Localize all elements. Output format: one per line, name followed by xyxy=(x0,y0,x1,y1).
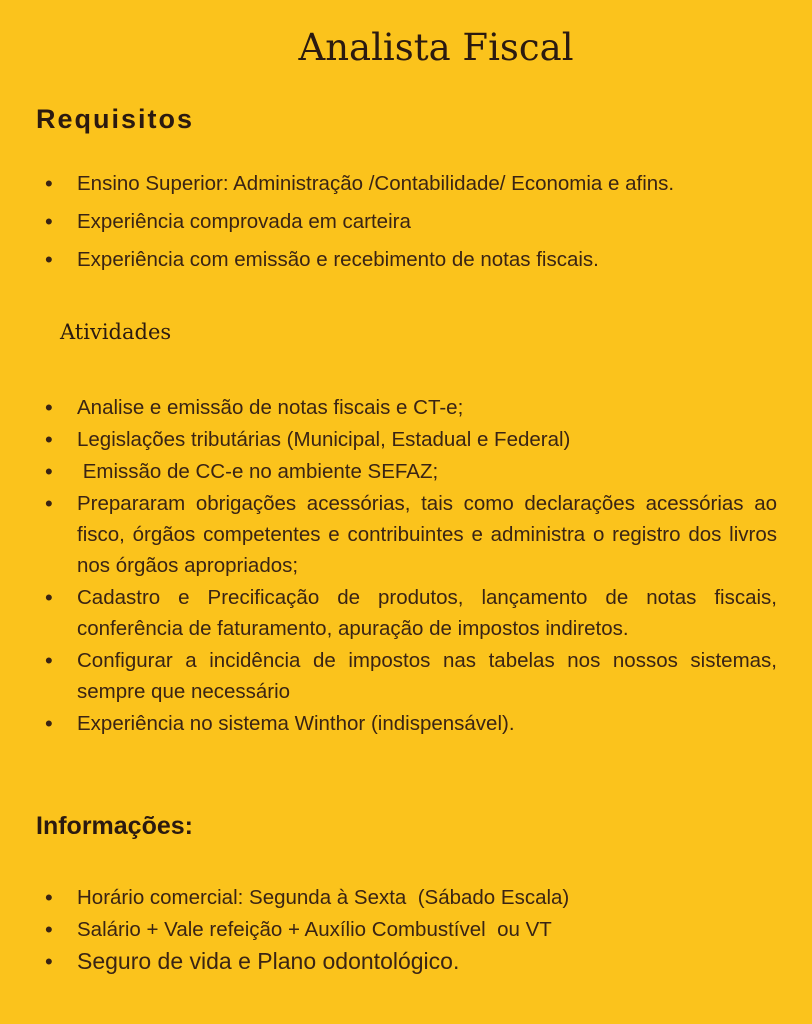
list-item: • Configurar a incidência de impostos nas tabelas nos nossos sistemas, sempre que necessário xyxy=(40,645,777,707)
list-item: • Salário + Vale refeição + Auxílio Combustível ou VT xyxy=(40,914,777,945)
bullet-icon: • xyxy=(45,491,53,516)
list-item: • Cadastro e Precificação de produtos, lançamento de notas fiscais, conferência de faturamento, apuração de impostos indiretos. xyxy=(40,582,777,644)
bullet-icon: • xyxy=(45,585,53,610)
informacoes-heading: Informações: xyxy=(36,812,193,840)
list-item: • Legislações tributárias (Municipal, Estadual e Federal) xyxy=(40,424,777,455)
bullet-icon: • xyxy=(45,917,53,942)
requisitos-heading: Requisitos xyxy=(36,104,195,134)
list-item: • Prepararam obrigações acessórias, tais como declarações acessórias ao fisco, órgãos competentes e contribuintes e administra o registro dos livros nos órgãos apropriados; xyxy=(40,488,777,581)
bullet-icon: • xyxy=(45,711,53,736)
list-item: • Experiência no sistema Winthor (indispensável). xyxy=(40,708,777,739)
list-item: • Experiência comprovada em carteira xyxy=(40,206,777,237)
bullet-icon: • xyxy=(45,395,53,420)
bullet-icon: • xyxy=(45,247,53,272)
informacoes-list xyxy=(40,882,777,978)
bullet-icon: • xyxy=(45,648,53,673)
bullet-icon: • xyxy=(45,885,53,910)
bullet-icon: • xyxy=(45,949,53,974)
atividades-list xyxy=(40,392,777,740)
list-item: • Horário comercial: Segunda à Sexta (Sábado Escala) xyxy=(40,882,777,913)
list-item: • Ensino Superior: Administração /Contabilidade/ Economia e afins. xyxy=(40,168,777,199)
bullet-icon: • xyxy=(45,171,53,196)
list-item: • Emissão de CC-e no ambiente SEFAZ; xyxy=(40,456,777,487)
requisitos-list xyxy=(40,168,777,282)
list-item: • Analise e emissão de notas fiscais e CT-e; xyxy=(40,392,777,423)
atividades-heading: Atividades xyxy=(60,320,172,344)
bullet-icon: • xyxy=(45,427,53,452)
list-item: • Experiência com emissão e recebimento de notas fiscais. xyxy=(40,244,777,275)
bullet-icon: • xyxy=(45,209,53,234)
list-item: • Seguro de vida e Plano odontológico. xyxy=(40,946,777,977)
bullet-icon: • xyxy=(45,459,53,484)
page-title: Analista Fiscal xyxy=(298,26,574,69)
